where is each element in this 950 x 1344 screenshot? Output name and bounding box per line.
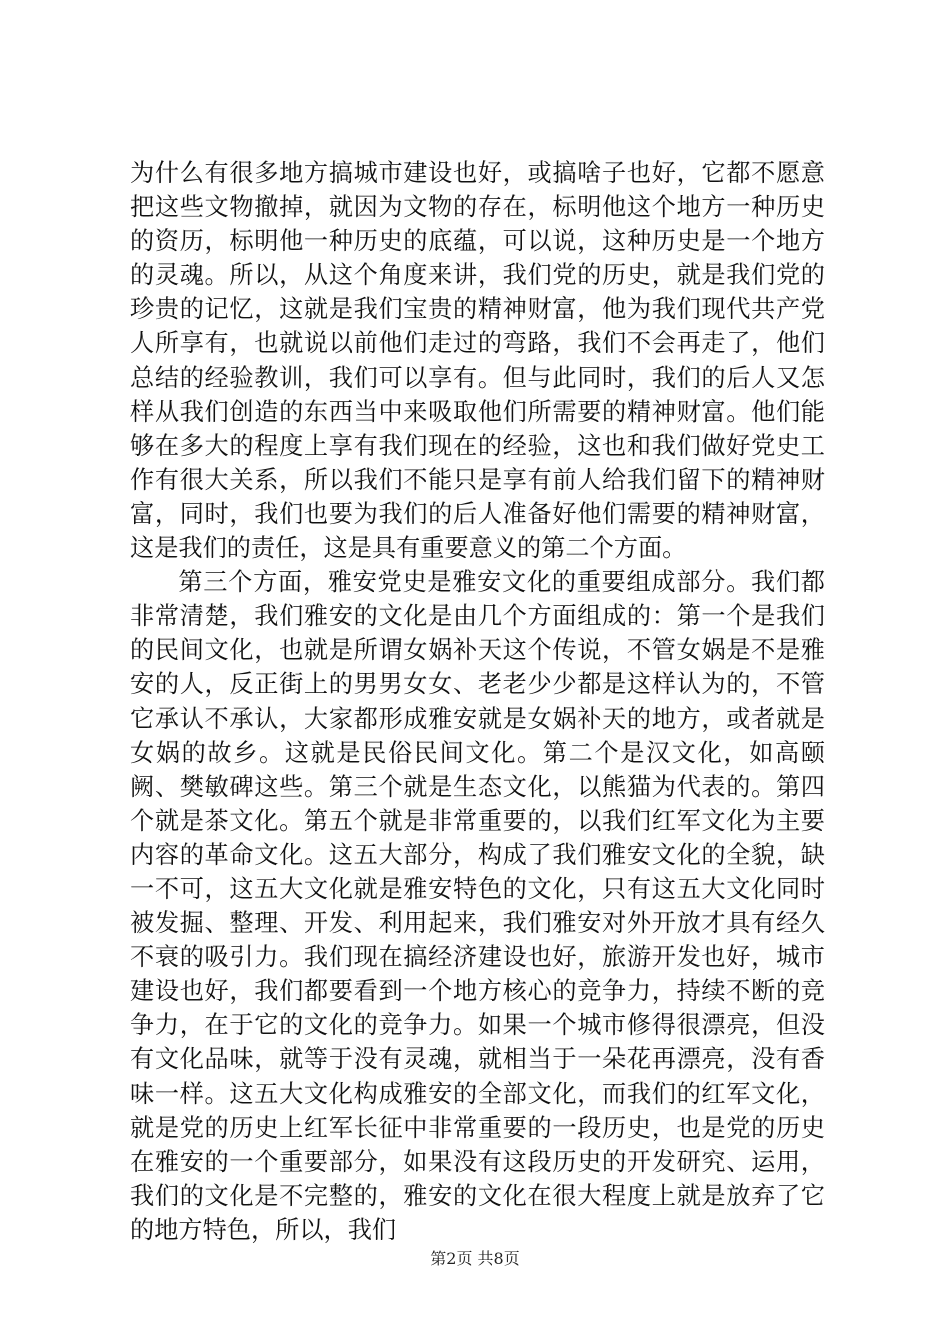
paragraph-2: 第三个方面，雅安党史是雅安文化的重要组成部分。我们都非常清楚，我们雅安的文化是由几个方面组成的：第一个是我们的民间文化，也就是所谓女娲补天这个传说，不管女娲是不是雅安的人，反正街上的男男女女、老老少少都是这样认为的，不管它承认不承认，大家都形成雅安就是女娲补天的地方，或者就是女娲的故乡。这就是民俗民间文化。第二个是汉文化，如高颐阙、樊敏碑这些。第三个就是生态文化，以熊猫为代表的。第四个就是茶文化。第五个就是非常重要的，以我们红军文化为主要内容的革命文化。这五大部分，构成了我们雅安文化的全貌，缺一不可，这五大文化就是雅安特色的文化，只有这五大文化同时被发掘、整理、开发、利用起来，我们雅安对外开放才具有经久不衰的吸引力。我们现在搞经济建设也好，旅游开发也好，城市建设也好，我们都要看到一个地方核心的竞争力，持续不断的竞争力，在于它的文化的竞争力。如果一个城市修得很漂亮，但没有文化品味，就等于没有灵魂，就相当于一朵花再漂亮，没有香味一样。这五大文化构成雅安的全部文化，而我们的红军文化，就是党的历史上红军长征中非常重要的一段历史，也是党的历史在雅安的一个重要部分，如果没有这段历史的开发研究、运用，我们的文化是不完整的，雅安的文化在很大程度上就是放弃了它的地方特色，所以，我们 (130, 568, 825, 1244)
body-text (130, 156, 825, 1247)
paragraph-1: 为什么有很多地方搞城市建设也好，或搞啥子也好，它都不愿意把这些文物撤掉，就因为文物的存在，标明他这个地方一种历史的资历，标明他一种历史的底蕴，可以说，这种历史是一个地方的灵魂。所以，从这个角度来讲，我们党的历史，就是我们党的珍贵的记忆，这就是我们宝贵的精神财富，他为我们现代共产党人所享有，也就说以前他们走过的弯路，我们不会再走了，他们总结的经验教训，我们可以享有。但与此同时，我们的后人又怎样从我们创造的东西当中来吸取他们所需要的精神财富。他们能够在多大的程度上享有我们现在的经验，这也和我们做好党史工作有很大关系，所以我们不能只是享有前人给我们留下的精神财富，同时，我们也要为我们的后人准备好他们需要的精神财富，这是我们的责任，这是具有重要意义的第二个方面。 (130, 159, 825, 563)
page-number-footer: 第2页 共8页 (430, 1249, 520, 1268)
